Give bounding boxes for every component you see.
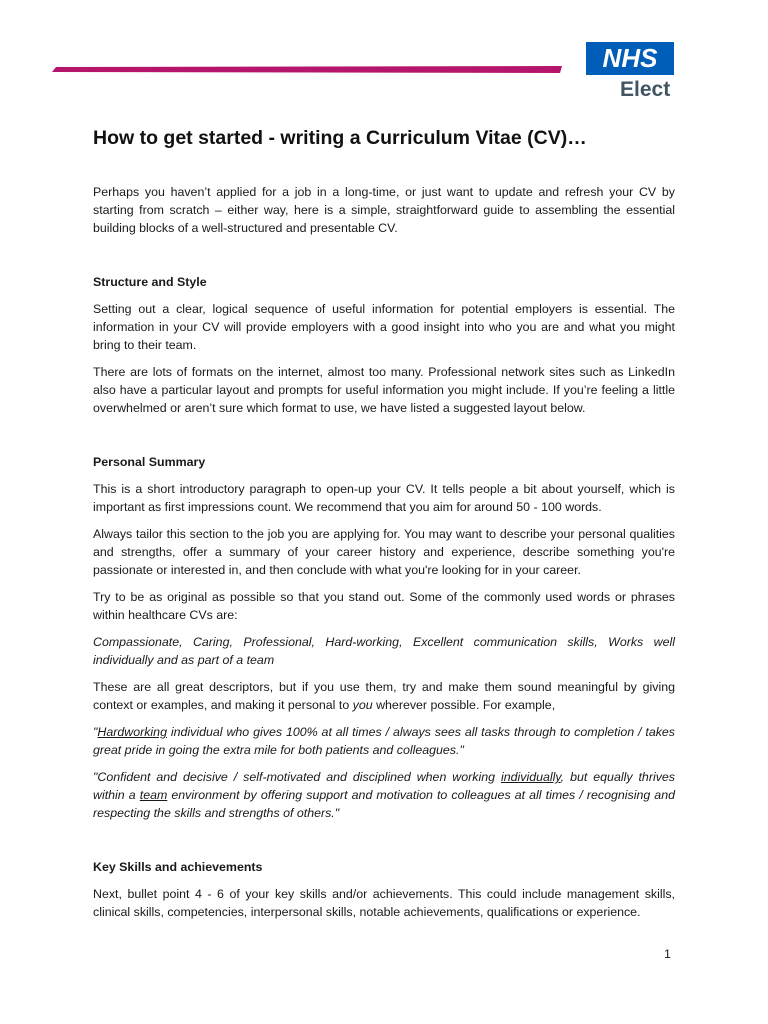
skills-paragraph-1: Next, bullet point 4 - 6 of your key skills and/or achievements. This could include management skills, clinical skills, competencies, interpersonal skills, notable achievements, qualifications or experience. (93, 887, 675, 919)
example-2-text-a: "Confident and decisive / self-motivated and disciplined when working (93, 770, 501, 784)
nhs-logo-box: NHS (586, 42, 674, 75)
common-words-list: Compassionate, Caring, Professional, Hard-working, Excellent communication skills, Works well individually and as part of a team (93, 635, 675, 667)
example-1-underlined: Hardworking (97, 725, 167, 739)
structure-paragraph-1: Setting out a clear, logical sequence of useful information for potential employers is essential. The information in your CV will provide employers with a good insight into who you are and what you might bring to their team. (93, 302, 675, 352)
intro-paragraph: Perhaps you haven’t applied for a job in a long-time, or just want to update and refresh your CV by starting from scratch – either way, here is a simple, straightforward guide to assembling the essential building blocks of a well-structured and presentable CV. (93, 185, 675, 235)
summary-paragraph-2: Always tailor this section to the job you are applying for. You may want to describe your personal qualities and strengths, offer a summary of your career history and experience, describe something you're passionate or interested in, and then conclude with what you're looking for in your career. (93, 527, 675, 577)
summary-heading: Personal Summary (93, 455, 206, 469)
example-1-rest: individual who gives 100% at all times / always sees all tasks through to completion / takes great pride in going the extra mile for both patients and colleagues." (93, 725, 675, 757)
summary-paragraph-4 (93, 678, 675, 714)
document-body (93, 124, 675, 921)
summary-p4-text-b: wherever possible. For example, (372, 698, 556, 712)
example-2-text-c: environment by offering support and motivation to colleagues at all times / recognising and respecting the skills and strengths of others." (93, 788, 675, 820)
structure-heading: Structure and Style (93, 275, 207, 289)
example-2-text-b: , but equally thrives within a (93, 770, 675, 802)
example-2-underlined-1: individually (500, 770, 561, 784)
example-quote-1 (93, 723, 675, 759)
summary-paragraph-3: Try to be as original as possible so that you stand out. Some of the commonly used words or phrases within healthcare CVs are: (93, 590, 675, 622)
nhs-elect-logo (586, 42, 676, 102)
page-number: 1 (664, 947, 671, 961)
summary-paragraph-1: This is a short introductory paragraph to open-up your CV. It tells people a bit about yourself, which is important as first impressions count. We recommend that you aim for around 50 - 100 words. (93, 482, 675, 514)
summary-p4-emphasis: you (352, 698, 373, 712)
page-title: How to get started - writing a Curriculum Vitae (CV)… (93, 127, 587, 149)
skills-heading: Key Skills and achievements (93, 860, 263, 874)
example-2-underlined-2: team (139, 788, 168, 802)
example-1-open-quote: " (93, 725, 98, 739)
header-accent-line (52, 66, 562, 73)
example-quote-2 (93, 768, 675, 822)
structure-paragraph-2: There are lots of formats on the internet, almost too many. Professional network sites such as LinkedIn also have a particular layout and prompts for useful information you might include. If you’re feeling a little overwhelmed or aren’t sure which format to use, we have listed a suggested layout below. (93, 365, 675, 415)
summary-p4-text-a: These are all great descriptors, but if you use them, try and make them sound meaningful by giving context or examples, and making it personal to (93, 680, 675, 712)
nhs-logo-subtitle: Elect (620, 78, 671, 101)
